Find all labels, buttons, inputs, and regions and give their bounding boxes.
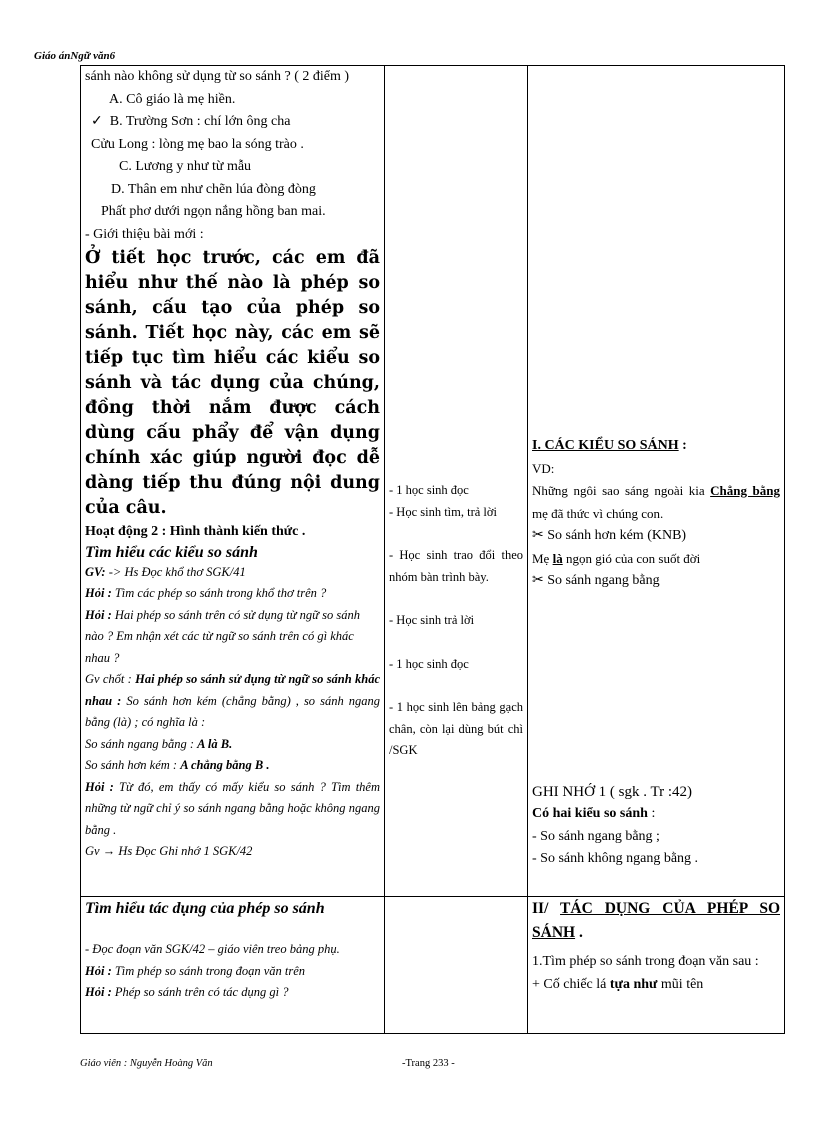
question-effect-1: Tìm phép so sánh trong đoạn văn trên bbox=[114, 963, 306, 978]
option-d: D. Thân em như chẽn lúa đòng đòng bbox=[111, 181, 316, 197]
effect-item-2-keyword: tựa như bbox=[609, 976, 658, 992]
question-1: Tìm các phép so sánh trong khổ thơ trên ? bbox=[114, 586, 327, 600]
section-2-dot: . bbox=[575, 924, 583, 941]
effect-teacher-cell bbox=[81, 897, 385, 1034]
content-cell bbox=[528, 66, 785, 897]
gv-conclusion-text: So sánh hơn kém (chẳng bằng) , so sánh ngang bằng (là) ; có nghĩa là : bbox=[85, 693, 380, 729]
student-activity-1: - 1 học sinh đọc bbox=[389, 483, 469, 497]
effect-item-2-end: mũi tên bbox=[657, 976, 704, 992]
option-a: A. Cô giáo là mẹ hiền. bbox=[109, 91, 236, 107]
example-label: VD: bbox=[532, 460, 555, 476]
section-1-colon: : bbox=[678, 438, 687, 453]
option-c: C. Lương y như từ mẫu bbox=[119, 159, 252, 174]
option-b-line2: Cửu Long : lòng mẹ bao la sóng trào . bbox=[91, 136, 304, 152]
section-1-title: I. CÁC KIỂU SO SÁNH bbox=[532, 438, 679, 453]
effect-item-2-start: + Cố chiếc lá bbox=[532, 976, 610, 992]
gv-label: GV: bbox=[85, 564, 109, 579]
hoi-label: Hỏi : bbox=[85, 586, 115, 600]
question-2: Hai phép so sánh trên có sử dụng từ ngữ so sánh nào ? Em nhận xét các từ ngữ so sánh trên có gì khác nhau ? bbox=[85, 607, 360, 665]
example-2-end: ngọn gió của con suốt đời bbox=[562, 550, 701, 566]
unequal-comparison-formula: A chẳng bằng B . bbox=[180, 758, 270, 772]
scissors-icon: ✂ bbox=[532, 528, 544, 543]
two-types-label: Có hai kiểu so sánh bbox=[532, 806, 648, 821]
question-3: Từ đó, em thấy có mấy kiểu so sánh ? Tìm thêm những từ ngữ chỉ ý so sánh ngang bằng hoặc không ngang bằng . bbox=[85, 779, 380, 837]
effect-item-1: 1.Tìm phép so sánh trong đoạn văn sau : bbox=[532, 954, 759, 969]
student-activity-3: - Học sinh trao đổi theo nhóm bàn trình bày. bbox=[389, 548, 523, 584]
section-2-title: TÁC DỤNG CỦA PHÉP SO SÁNH bbox=[532, 900, 780, 941]
section-2-prefix: II/ bbox=[532, 900, 561, 917]
student-activity-5: - 1 học sinh đọc bbox=[389, 656, 469, 671]
intro-paragraph: Ở tiết học trước, các em đã hiểu như thế nào là phép so sánh, cấu tạo của phép so sánh. Tiết học này, các em sẽ tiếp tục tìm hiểu các kiểu so sánh và tác dụng của chúng, đồng thời nắm được cách dùng cấu phẩy để vận dụng chính xác giúp người đọc dễ dàng tiếp thu đúng nội dung của câu. bbox=[85, 248, 380, 518]
scissors-icon: ✂ bbox=[532, 573, 544, 588]
student-activity-6: - 1 học sinh lên bảng gạch chân, còn lại dùng bút chì /SGK bbox=[389, 700, 523, 757]
type-1: - So sánh ngang bằng ; bbox=[532, 828, 660, 844]
gv-conclusion-bold: Hai phép so sánh sử dụng từ ngữ so sánh khác nhau : bbox=[85, 672, 380, 708]
read-passage: - Đọc đoạn văn SGK/42 – giáo viên treo bảng phụ. bbox=[85, 942, 340, 956]
example-2-start: Mẹ bbox=[532, 550, 553, 566]
equal-comparison-label: So sánh ngang bằng : bbox=[85, 736, 198, 751]
option-b: B. Trường Sơn : chí lớn ông cha bbox=[109, 114, 291, 129]
footer-page-number: -Trang 233 - bbox=[402, 1058, 455, 1069]
teacher-activity-cell bbox=[81, 66, 385, 897]
student-activity-2: - Học sinh tìm, trả lời bbox=[389, 504, 497, 519]
example-1-end: mẹ đã thức vì chúng con. bbox=[532, 505, 664, 521]
question-effect-2: Phép so sánh trên có tác dụng gì ? bbox=[114, 985, 289, 999]
footer-teacher: Giáo viên : Nguyễn Hoàng Văn bbox=[80, 1058, 213, 1069]
effect-content-cell bbox=[528, 897, 785, 1034]
intro-label: - Giới thiệu bài mới : bbox=[85, 226, 204, 242]
question-intro: sánh nào không sử dụng từ so sánh ? ( 2 điểm ) bbox=[85, 69, 350, 84]
student-activity-cell bbox=[385, 66, 528, 897]
section-heading-types: Tìm hiểu các kiểu so sánh bbox=[85, 543, 258, 561]
check-icon: ✓ bbox=[91, 114, 103, 129]
result-2: So sánh ngang bằng bbox=[543, 573, 660, 588]
type-2: - So sánh không ngang bằng . bbox=[532, 851, 699, 866]
gv-conclusion-label: Gv chốt : bbox=[85, 672, 136, 686]
activity-2-heading: Hoạt động 2 : Hình thành kiến thức . bbox=[85, 524, 306, 539]
hoi-label: Hỏi : bbox=[85, 963, 115, 978]
hoi-label: Hỏi : bbox=[85, 779, 120, 794]
remember-heading: GHI NHỚ 1 ( sgk . Tr :42) bbox=[532, 783, 693, 800]
equal-comparison-formula: A là B. bbox=[197, 736, 233, 751]
example-2-keyword: là bbox=[552, 550, 563, 566]
two-types-colon: : bbox=[647, 806, 656, 821]
lesson-table bbox=[80, 65, 785, 1034]
hoi-label: Hỏi : bbox=[85, 985, 115, 999]
gv-instruction-1: -> Hs Đọc khổ thơ SGK/41 bbox=[108, 564, 246, 579]
student-activity-4: - Học sinh trả lời bbox=[389, 613, 475, 627]
document-header: Giáo ánNgữ văn6 bbox=[34, 50, 116, 62]
hoi-label: Hỏi : bbox=[85, 607, 115, 622]
gv-instruction-2: Gv → Hs Đọc Ghi nhớ 1 SGK/42 bbox=[85, 844, 253, 858]
section-heading-effect: Tìm hiểu tác dụng của phép so sánh bbox=[85, 900, 325, 917]
example-1-start: Những ngôi sao sáng ngoài kia bbox=[532, 483, 711, 498]
result-1: So sánh hơn kém (KNB) bbox=[543, 528, 687, 543]
option-d-line2: Phất phơ dưới ngọn nắng hồng ban mai. bbox=[101, 204, 326, 219]
unequal-comparison-label: So sánh hơn kém : bbox=[85, 758, 181, 772]
effect-student-cell bbox=[385, 897, 528, 1034]
example-1-keyword: Chẳng bằng bbox=[710, 483, 780, 498]
